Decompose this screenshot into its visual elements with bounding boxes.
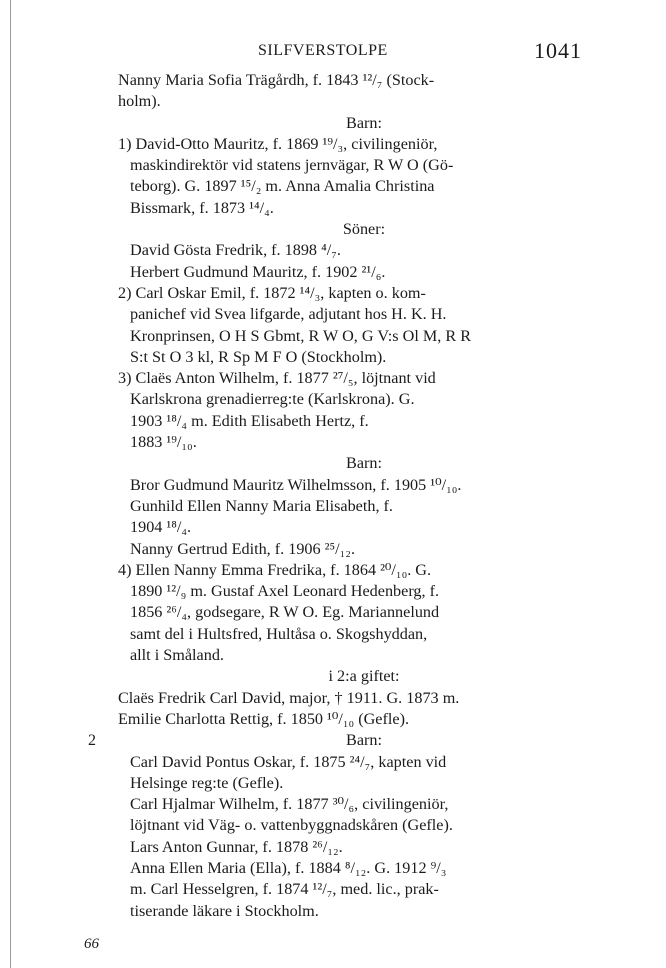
- text-line: Bissmark, f. 1873 ¹⁴/₄.: [130, 198, 274, 217]
- text-line: Kronprinsen, O H S Gbmt, R W O, G V:s Ol M, R R: [130, 326, 472, 345]
- text-line: David Gösta Fredrik, f. 1898 ⁴/₇.: [130, 241, 341, 260]
- text-line: maskindirektör vid statens jernvägar, R W O (Gö-: [130, 156, 454, 175]
- text-line: Karlskrona grenadierreg:te (Karlskrona). G.: [130, 390, 415, 409]
- text-line: samt del i Hultsfred, Hultåsa o. Skogshyddan,: [130, 624, 428, 643]
- section-heading: Barn:: [346, 454, 382, 473]
- text-line: teborg). G. 1897 ¹⁵/₂ m. Anna Amalia Christina: [130, 177, 435, 196]
- text-line: 4) Ellen Nanny Emma Fredrika, f. 1864 ²⁰/₁₀. G.: [118, 560, 432, 579]
- folio-number: 66: [84, 936, 99, 952]
- text-line: Bror Gudmund Mauritz Wilhelmsson, f. 1905 ¹⁰/₁₀.: [130, 475, 462, 494]
- text-line: S:t St O 3 kl, R Sp M F O (Stockholm).: [130, 347, 387, 366]
- text-line: holm).: [118, 92, 161, 111]
- text-line: m. Carl Hesselgren, f. 1874 ¹²/₇, med. lic., prak-: [130, 880, 439, 899]
- text-line: 1883 ¹⁹/₁₀.: [130, 433, 197, 452]
- text-line: Nanny Maria Sofia Trägårdh, f. 1843 ¹²/₇ (Stock-: [118, 71, 435, 89]
- text-line: Claës Fredrik Carl David, major, † 1911. G. 1873 m.: [118, 688, 460, 707]
- text-line: tiserande läkare i Stockholm.: [130, 901, 319, 920]
- text-line: Gunhild Ellen Nanny Maria Elisabeth, f.: [130, 496, 393, 515]
- text-line: Helsinge reg:te (Gefle).: [130, 773, 284, 792]
- section-heading: Barn:: [346, 113, 382, 132]
- text-line: 1890 ¹²/₉ m. Gustaf Axel Leonard Hedenberg, f.: [130, 582, 440, 601]
- text-line: Emilie Charlotta Rettig, f. 1850 ¹⁰/₁₀ (Gefle).: [118, 709, 410, 728]
- text-line: 1904 ¹⁸/₄.: [130, 518, 192, 537]
- scan-margin-edge: [10, 0, 11, 968]
- text-line: Anna Ellen Maria (Ella), f. 1884 ⁸/₁₂. G. 1912 ⁹/₃: [130, 858, 447, 877]
- page-header: [0, 38, 666, 66]
- text-line: Nanny Gertrud Edith, f. 1906 ²⁵/₁₂.: [130, 539, 355, 558]
- running-head: SILFVERSTOLPE: [258, 42, 388, 59]
- section-heading: Söner:: [342, 220, 386, 239]
- text-line: Carl David Pontus Oskar, f. 1875 ²⁴/₇, kapten vid: [130, 752, 447, 771]
- text-line: panichef vid Svea lifgarde, adjutant hos H. K. H.: [130, 305, 447, 324]
- text-line: 3) Claës Anton Wilhelm, f. 1877 ²⁷/₅, löjtnant vid: [118, 369, 436, 388]
- page-number: 1041: [534, 38, 582, 63]
- section-heading: Barn:: [346, 731, 382, 750]
- section-heading: i 2:a giftet:: [328, 667, 400, 686]
- text-line: 1856 ²⁶/₄, godsegare, R W O. Eg. Mariannelund: [130, 603, 440, 622]
- text-line: löjtnant vid Väg- o. vattenbyggnadskåren (Gefle).: [130, 816, 453, 835]
- text-line: allt i Småland.: [130, 646, 224, 665]
- genealogy-text: [118, 70, 610, 922]
- text-line: Carl Hjalmar Wilhelm, f. 1877 ³⁰/₆, civilingeniör,: [130, 795, 449, 814]
- text-line: Herbert Gudmund Mauritz, f. 1902 ²¹/₆.: [130, 262, 386, 281]
- text-line: Lars Anton Gunnar, f. 1878 ²⁶/₁₂.: [130, 837, 343, 856]
- margin-section-number: 2: [88, 732, 96, 749]
- text-line: 1903 ¹⁸/₄ m. Edith Elisabeth Hertz, f.: [130, 411, 369, 430]
- text-line: 2) Carl Oskar Emil, f. 1872 ¹⁴/₃, kapten o. kom-: [118, 283, 426, 302]
- text-line: 1) David-Otto Mauritz, f. 1869 ¹⁹/₃, civilingeniör,: [118, 134, 438, 153]
